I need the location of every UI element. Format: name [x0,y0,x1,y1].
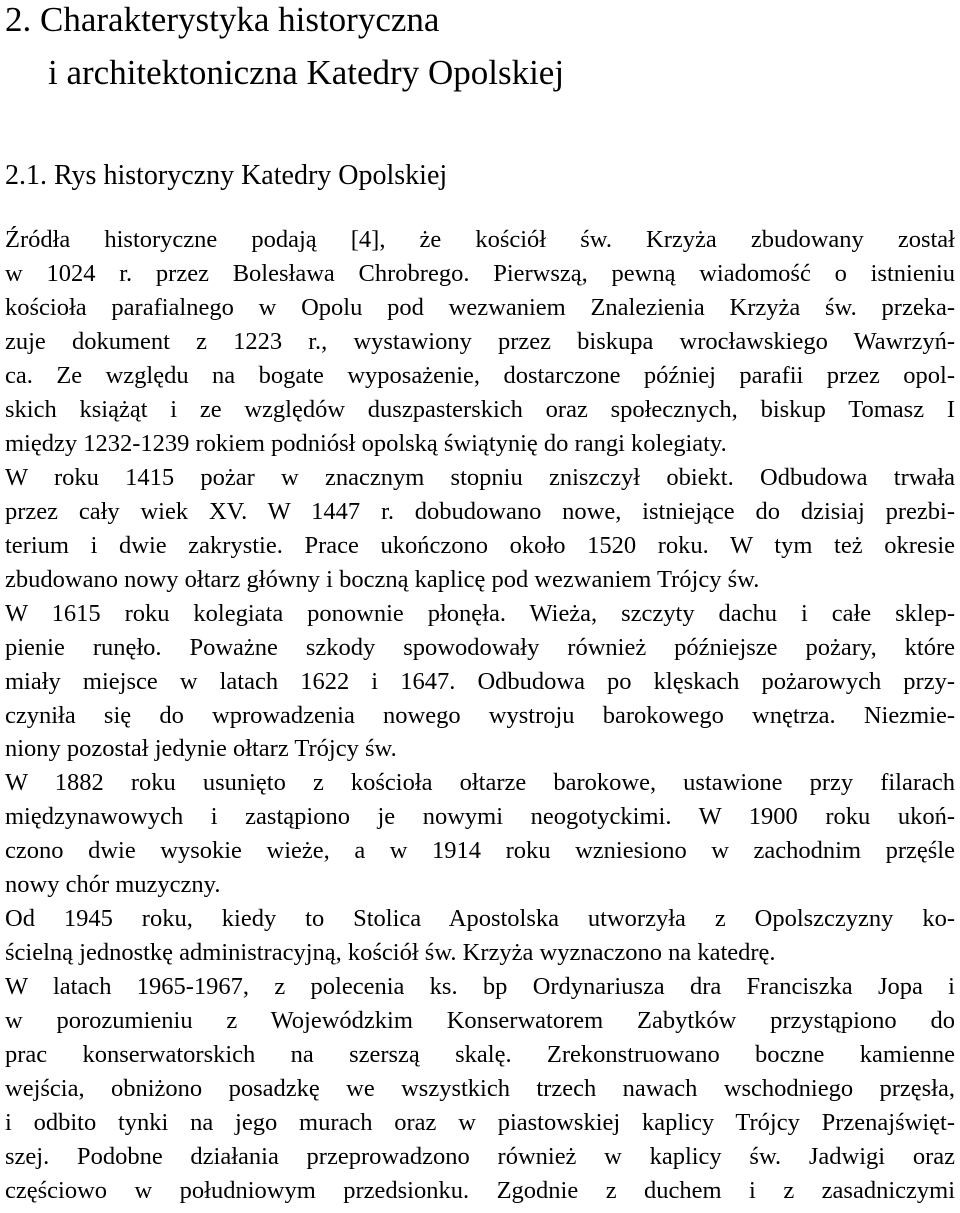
text-line: ścielną jednostkę administracyjną, kościół św. Krzyża wyznaczono na katedrę. [5,939,776,966]
text-line: prac konserwatorskich na szerszą skalę. Zrekonstruowano boczne kamienne [5,1041,955,1068]
text-line: między 1232-1239 rokiem podniósł opolską świątynię do rangi kolegiaty. [5,430,727,457]
text-line: i odbito tynki na jego murach oraz w piastowskiej kaplicy Trójcy Przenajświęt- [5,1109,955,1136]
text-line: Źródła historyczne podają [4], że kościół św. Krzyża zbudowany został [5,226,955,253]
text-line: w 1024 r. przez Bolesława Chrobrego. Pierwszą, pewną wiadomość o istnieniu [5,260,955,287]
text-line: pienie runęło. Poważne szkody spowodowały również późniejsze pożary, które [5,634,955,661]
heading-line-1: 2. Charakterystyka historyczna [5,0,440,39]
text-line: zuje dokument z 1223 r., wystawiony przez biskupa wrocławskiego Wawrzyń- [5,328,955,355]
text-line: częściowo w południowym przedsionku. Zgodnie z duchem i z zasadniczymi [5,1177,955,1204]
text-line: W latach 1965-1967, z polecenia ks. bp Ordynariusza dra Franciszka Jopa i [5,973,955,1000]
text-line: w porozumieniu z Wojewódzkim Konserwatorem Zabytków przystąpiono do [5,1007,955,1034]
text-line: szej. Podobne działania przeprowadzono również w kaplicy św. Jadwigi oraz [5,1143,955,1170]
text-line: przez cały wiek XV. W 1447 r. dobudowano nowe, istniejące do dzisiaj prezbi- [5,498,955,525]
text-line: Od 1945 roku, kiedy to Stolica Apostolska utworzyła z Opolszczyzny ko- [5,905,955,932]
text-line: ca. Ze względu na bogate wyposażenie, dostarczone później parafii przez opol- [5,362,955,389]
text-line: zbudowano nowy ołtarz główny i boczną kaplicę pod wezwaniem Trójcy św. [5,566,760,593]
heading-line-2: i architektoniczna Katedry Opolskiej [48,53,565,92]
text-line: międzynawowych i zastąpiono je nowymi neogotyckimi. W 1900 roku ukoń- [5,803,955,830]
text-line: czyniła się do wprowadzenia nowego wystroju barokowego wnętrza. Niezmie- [5,702,955,729]
text-line: W 1882 roku usunięto z kościoła ołtarze barokowe, ustawione przy filarach [5,769,955,796]
text-line: wejścia, obniżono posadzkę we wszystkich trzech nawach wschodniego przęsła, [5,1075,955,1102]
text-line: czono dwie wysokie wieże, a w 1914 roku wzniesiono w zachodnim przęśle [5,837,955,864]
subheading: 2.1. Rys historyczny Katedry Opolskiej [5,160,448,191]
text-line: terium i dwie zakrystie. Prace ukończono około 1520 roku. W tym też okresie [5,532,955,559]
text-line: kościoła parafialnego w Opolu pod wezwaniem Znalezienia Krzyża św. przeka- [5,294,955,321]
text-line: W 1615 roku kolegiata ponownie płonęła. Wieża, szczyty dachu i całe sklep- [5,600,955,627]
text-line: nowy chór muzyczny. [5,871,221,898]
text-line: W roku 1415 pożar w znacznym stopniu zniszczył obiekt. Odbudowa trwała [5,464,955,491]
text-line: niony pozostał jedynie ołtarz Trójcy św. [5,735,397,762]
text-line: skich książąt i ze względów duszpasterskich oraz społecznych, biskup Tomasz I [5,396,955,423]
text-line: miały miejsce w latach 1622 i 1647. Odbudowa po klęskach pożarowych przy- [5,668,955,695]
